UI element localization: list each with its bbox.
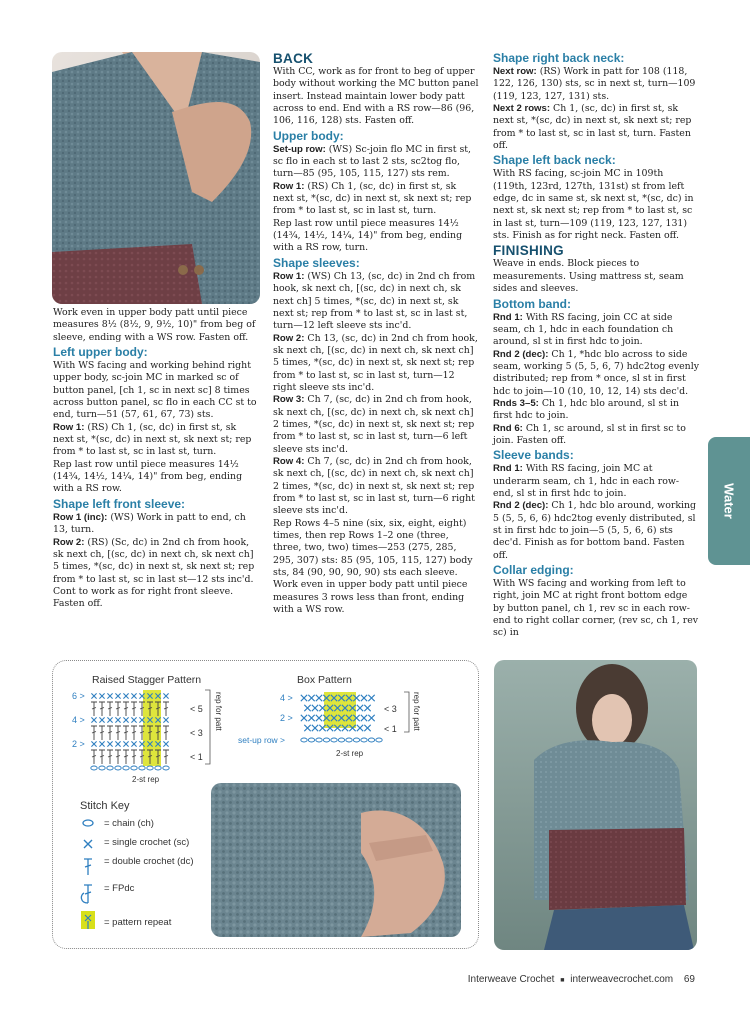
- fpdc-icon: [81, 885, 92, 903]
- chain-symbol: [107, 766, 113, 770]
- sc-symbol: [123, 717, 128, 722]
- sc-symbol: [107, 693, 112, 698]
- section-heading: Upper body:: [273, 128, 344, 143]
- dc-symbol: [115, 726, 121, 740]
- row-label: Row 1:: [273, 180, 305, 192]
- row-label: Rnd 2 (dec):: [493, 500, 549, 512]
- row-label: Rnd 2 (dec):: [493, 348, 549, 360]
- instruction-paragraph: [493, 423, 699, 448]
- instruction-paragraph: [493, 258, 699, 295]
- sc-symbol: [107, 741, 112, 746]
- chain-symbol: [163, 766, 169, 770]
- column-2: [273, 50, 479, 616]
- sc-symbol: [308, 715, 314, 721]
- sc-symbol: [361, 695, 367, 701]
- rep-for-patt-label: rep for patt: [412, 692, 421, 731]
- chain-symbol: [331, 738, 337, 742]
- sc-symbol: [99, 717, 104, 722]
- repeat-bracket: [205, 690, 210, 764]
- magazine-url: interweavecrochet.com: [570, 974, 674, 985]
- row-number-right: < 3: [190, 728, 203, 738]
- sc-symbol: [131, 693, 136, 698]
- dc-symbol: [91, 726, 97, 740]
- section-heading: Shape left back neck:: [493, 153, 616, 168]
- sc-symbol: [123, 741, 128, 746]
- instruction-text: (WS) Work in patt to end, ch 13, turn.: [53, 511, 246, 536]
- instruction-text: Ch 1, hdc blo around, working 5 (5, 5, 6, 6) hdc2tog evenly distributed, sl st in first hdc to join—5 (5, 5, 6, 6) sts dec'd. Finish as for bottom band. Fasten off.: [493, 500, 697, 561]
- chain-symbol: [368, 738, 374, 742]
- row-label: Rnd 1:: [493, 311, 523, 323]
- instruction-text: (WS) Sc-join flo MC in first st, sc flo in each st to last 2 sts, sc2tog flo, turn—85 (95, 105, 115, 127) sts rem.: [273, 143, 472, 180]
- instruction-paragraph: [273, 456, 479, 518]
- instruction-text: Ch 7, (sc, dc) in 2nd ch from hook, sk next ch, [(sc, dc) in next ch, sk next ch] 2 times, *(sc, dc) in next st, sk next st; rep from * to last st, sc in last st, turn—6 left sleeve sts inc'd.: [273, 394, 475, 455]
- column-1: [53, 307, 259, 611]
- sc-symbol: [107, 717, 112, 722]
- dc-symbol: [99, 702, 105, 716]
- instruction-paragraph: [273, 218, 479, 255]
- sc-symbol: [99, 693, 104, 698]
- instruction-text: (RS) Ch 1, (sc, dc) in first st, sk next st, *(sc, dc) in next st, sk next st; rep from * to last st, sc in last st, turn.: [273, 180, 472, 217]
- instruction-paragraph: [493, 168, 699, 242]
- instruction-paragraph: [493, 398, 699, 423]
- row-number-right: < 1: [190, 752, 203, 762]
- instruction-paragraph: [53, 422, 259, 459]
- instruction-paragraph: [273, 271, 479, 333]
- instruction-paragraph: [493, 463, 699, 500]
- key-sc: = single crochet (sc): [104, 837, 190, 848]
- instruction-text: (WS) Ch 13, (sc, dc) in 2nd ch from hook, sk next ch, [(sc, dc) in next ch, sk next ch] 5 times, *(sc, dc) in next st, sk next st; rep from * to last st, sc in last st, turn—12 left sleeve sts inc'd.: [273, 270, 476, 332]
- instruction-text: With WS facing and working from left to right, join MC at right front bottom edge by button panel, ch 1, rev sc in each row-end to right collar corner, (rev sc, ch 1, rev sc) in: [493, 578, 699, 639]
- sc-symbol: [301, 715, 307, 721]
- instruction-text: Ch 1, (sc, dc) in first st, sk next st, *(sc, dc) in next st, sk next st; rep from * to last st, sc in last st, turn. Fasten off.: [493, 103, 692, 152]
- dc-symbol: [107, 726, 113, 740]
- chain-symbol: [316, 738, 322, 742]
- row-label: Rnd 6:: [493, 422, 523, 434]
- dc-symbol: [163, 726, 169, 740]
- dc-symbol: [123, 726, 129, 740]
- chain-symbol: [376, 738, 382, 742]
- sc-symbol: [312, 725, 318, 731]
- row-label: Row 4:: [273, 455, 305, 467]
- dc-symbol: [99, 750, 105, 764]
- rep-label: 2-st rep: [336, 749, 364, 758]
- sc-symbol: [357, 725, 363, 731]
- row-number-left: 6 >: [72, 691, 85, 701]
- stitch-key-symbols: [76, 815, 100, 935]
- sc-symbol: [163, 741, 168, 746]
- chain-symbol: [361, 738, 367, 742]
- instruction-text: Rep Rows 4–5 nine (six, six, eight, eight) times, then rep Rows 1–2 one (three, three, two, two) times—253 (275, 285, 295, 307) sts: 85 (95, 105, 115, 127) body sts, 84 (90, 90, 90, 90) sts each sleeve.: [273, 517, 473, 579]
- sc-symbol: [91, 717, 96, 722]
- instruction-paragraph: [273, 144, 479, 181]
- dc-symbol: [115, 702, 121, 716]
- section-heading: BACK: [273, 51, 314, 66]
- sc-symbol: [163, 693, 168, 698]
- sc-symbol: [316, 695, 322, 701]
- sc-symbol: [91, 741, 96, 746]
- dc-symbol: [115, 750, 121, 764]
- dc-symbol: [123, 702, 129, 716]
- key-fpdc: = FPdc: [104, 883, 135, 894]
- dc-icon: [84, 859, 92, 875]
- chain-icon: [83, 820, 93, 826]
- chain-symbol: [91, 766, 97, 770]
- section-heading: Shape sleeves:: [273, 255, 360, 270]
- instruction-paragraph: [493, 349, 699, 398]
- instruction-text: Ch 7, (sc, dc) in 2nd ch from hook, sk next ch, [(sc, dc) in next ch, sk next ch] 2 times, *(sc, dc) in next st, sk next st; rep from * to last st, sc in last st, turn—6 right sleeve sts inc'd.: [273, 455, 475, 517]
- instruction-text: Cont to work as for right front sleeve. Fasten off.: [53, 585, 234, 610]
- chain-symbol: [346, 738, 352, 742]
- model-photo-top-left: [52, 52, 260, 304]
- sc-symbol: [312, 705, 318, 711]
- instruction-paragraph: [53, 537, 259, 586]
- sc-symbol: [364, 725, 370, 731]
- page-footer: [468, 974, 695, 985]
- sc-symbol: [131, 717, 136, 722]
- dc-symbol: [163, 702, 169, 716]
- raised-stagger-title: Raised Stagger Pattern: [92, 674, 202, 686]
- instruction-paragraph: [493, 578, 699, 640]
- instruction-text: Ch 1, *hdc blo across to side seam, working 5 (5, 5, 6, 7) hdc2tog evenly distributed; rep from * once, sl st in first hdc to join—10 (10, 10, 12, 14) sts dec'd.: [493, 348, 699, 397]
- chain-symbol: [147, 766, 153, 770]
- instruction-text: Ch 13, (sc, dc) in 2nd ch from hook, sk next ch, [(sc, dc) in next ch, sk next ch] 5 times, *(sc, dc) in next st, sk next st; rep from * to last st, sc in last st, turn—12 right sleeve sts inc'd.: [273, 332, 478, 393]
- dc-symbol: [163, 750, 169, 764]
- section-heading: Bottom band:: [493, 296, 571, 311]
- sc-symbol: [99, 741, 104, 746]
- sc-symbol: [308, 695, 314, 701]
- raised-stagger-chart: [60, 688, 235, 784]
- dc-symbol: [91, 702, 97, 716]
- instruction-paragraph: [53, 586, 259, 611]
- repeat-bracket: [404, 692, 409, 732]
- instruction-paragraph: [493, 500, 699, 562]
- instruction-text: Ch 1, sc around, sl st in first sc to join. Fasten off.: [493, 422, 686, 446]
- footer-bullet: ■: [560, 977, 565, 984]
- row-number-right: < 5: [190, 704, 203, 714]
- row-number-left: 2 >: [280, 713, 293, 723]
- sc-symbol: [357, 705, 363, 711]
- sc-icon: [84, 840, 92, 848]
- instruction-paragraph: [53, 307, 259, 344]
- row-number-left: 4 >: [280, 693, 293, 703]
- row-number-right: < 3: [384, 704, 397, 714]
- row-label: Row 1 (inc):: [53, 511, 108, 523]
- dc-symbol: [131, 702, 137, 716]
- dc-symbol: [91, 750, 97, 764]
- sc-symbol: [301, 695, 307, 701]
- instruction-text: With RS facing, sc-join MC in 109th (119th, 123rd, 127th, 131st) st from left edge, dc in same st, sk next st, *(sc, dc) in next st, sk next st; rep from * to last st, sc in last st, turn—109 (119, 123, 127, 131) sts. Finish as for right neck. Fasten off.: [493, 168, 694, 242]
- instruction-text: Weave in ends. Block pieces to measurements. Using mattress st, seam sides and sleeves.: [493, 258, 684, 295]
- row-label: Rnds 3–5:: [493, 397, 539, 409]
- sc-symbol: [368, 715, 374, 721]
- sc-symbol: [131, 741, 136, 746]
- instruction-text: (RS) Work in patt for 108 (118, 122, 126, 130) sts, sc in next st, turn—109 (119, 123, 127, 131) sts.: [493, 66, 696, 102]
- column-3: [493, 50, 699, 640]
- rep-label: 2-st rep: [132, 775, 160, 784]
- instruction-paragraph: [53, 459, 259, 496]
- sc-symbol: [115, 717, 120, 722]
- sc-symbol: [115, 741, 120, 746]
- dc-symbol: [107, 750, 113, 764]
- sc-symbol: [123, 693, 128, 698]
- sc-symbol: [304, 705, 310, 711]
- chain-symbol: [123, 766, 129, 770]
- stitch-key-title: Stitch Key: [80, 800, 130, 812]
- instruction-paragraph: [273, 333, 479, 395]
- instruction-text: (RS) Ch 1, (sc, dc) in first st, sk next st, *(sc, dc) in next st, sk next st; rep from * to last st, sc in last st, turn.: [53, 421, 252, 458]
- chain-symbol: [323, 738, 329, 742]
- section-tab-label: Water: [721, 483, 737, 519]
- key-chain: = chain (ch): [104, 818, 154, 829]
- section-heading: Collar edging:: [493, 563, 574, 578]
- instruction-paragraph: [493, 66, 699, 103]
- section-heading: Shape left front sleeve:: [53, 496, 186, 511]
- sc-symbol: [368, 695, 374, 701]
- model-photo-right: [494, 660, 697, 950]
- row-label: Row 1:: [53, 421, 85, 433]
- sc-symbol: [304, 725, 310, 731]
- instruction-text: With WS facing and working behind right upper body, sc-join MC in marked sc of button panel, [ch 1, sc in next sc] 8 times across button panel, sc flo in each CC st to end, turn—51 (57, 61, 67, 73) sts.: [53, 360, 257, 421]
- sc-symbol: [115, 693, 120, 698]
- section-heading: FINISHING: [493, 243, 564, 259]
- sc-symbol: [163, 717, 168, 722]
- dc-symbol: [107, 702, 113, 716]
- dc-symbol: [99, 726, 105, 740]
- section-tab: [708, 437, 750, 565]
- sc-symbol: [361, 715, 367, 721]
- chain-symbol: [99, 766, 105, 770]
- instruction-text: With RS facing, join CC at side seam, ch 1, hdc in each foundation ch around, sl st in first hdc to join.: [493, 311, 674, 348]
- chain-symbol: [338, 738, 344, 742]
- row-label: Row 3:: [273, 394, 305, 406]
- magazine-name: Interweave Crochet: [467, 974, 555, 985]
- instruction-paragraph: [493, 312, 699, 349]
- sc-symbol: [316, 715, 322, 721]
- chain-symbol: [301, 738, 307, 742]
- row-number-left: 2 >: [72, 739, 85, 749]
- row-number-right: < 1: [384, 724, 397, 734]
- dc-symbol: [131, 726, 137, 740]
- instruction-paragraph: [273, 394, 479, 456]
- instruction-paragraph: [493, 103, 699, 152]
- instruction-text: Ch 1, hdc blo around, sl st in first hdc to join.: [493, 397, 679, 422]
- box-pattern-title: Box Pattern: [297, 674, 352, 686]
- instruction-text: Rep last row until piece measures 14½ (14¾, 14½, 14¼, 14)" from beg, ending with a RS row, turn.: [273, 217, 463, 254]
- instruction-paragraph: [273, 181, 479, 218]
- instruction-text: With RS facing, join MC at underarm seam, ch 1, hdc in each row-end, sl st in first hdc to join.: [493, 463, 680, 499]
- instruction-paragraph: [273, 579, 479, 616]
- section-heading: Left upper body:: [53, 345, 148, 360]
- row-label: Rnd 1:: [493, 463, 523, 475]
- page-number: 69: [683, 974, 695, 985]
- instruction-text: With CC, work as for front to beg of upper body without working the MC button panel insert. Instead maintain lower body patt across to end. End with a RS row—86 (96, 106, 116, 128) sts. Fasten off.: [273, 66, 479, 127]
- row-label: Row 2:: [273, 332, 305, 344]
- chain-symbol: [308, 738, 314, 742]
- row-label: Row 1:: [273, 270, 305, 282]
- dc-symbol: [131, 750, 137, 764]
- row-label: Next row:: [493, 66, 537, 77]
- instruction-text: Work even in upper body patt until piece measures 3 rows less than front, ending with a WS row.: [273, 579, 468, 616]
- row-label: Set-up row:: [273, 143, 326, 155]
- instruction-paragraph: [53, 360, 259, 422]
- sc-symbol: [364, 705, 370, 711]
- instruction-paragraph: [273, 66, 479, 128]
- rep-for-patt-label: rep for patt: [214, 692, 223, 731]
- instruction-text: Work even in upper body patt until piece measures 8½ (8½, 9, 9½, 10)" from beg of sleeve, ending with a WS row. Fasten off.: [53, 307, 256, 343]
- chain-symbol: [353, 738, 359, 742]
- chain-symbol: [139, 766, 145, 770]
- chain-symbol: [155, 766, 161, 770]
- instruction-text: (RS) (Sc, dc) in 2nd ch from hook, sk next ch, [(sc, dc) in next ch, sk next ch] 5 times, *(sc, dc) in next st, sk next st; rep from * to last st, sc in last st—12 sts inc'd.: [53, 536, 255, 585]
- key-dc: = double crochet (dc): [104, 856, 194, 867]
- box-pattern-chart: [232, 688, 432, 768]
- instruction-text: Rep last row until piece measures 14½ (14¾, 14½, 14¼, 14)" from beg, ending with a RS row.: [53, 458, 243, 495]
- row-label: Row 2:: [53, 536, 85, 548]
- section-heading: Shape right back neck:: [493, 51, 625, 65]
- sc-symbol: [91, 693, 96, 698]
- instruction-paragraph: [273, 518, 479, 580]
- section-heading: Sleeve bands:: [493, 448, 574, 463]
- instruction-paragraph: [53, 512, 259, 537]
- setup-row-label: set-up row >: [238, 735, 286, 745]
- chain-symbol: [131, 766, 137, 770]
- chain-symbol: [115, 766, 121, 770]
- row-label: Next 2 rows:: [493, 103, 551, 115]
- row-number-left: 4 >: [72, 715, 85, 725]
- dc-symbol: [123, 750, 129, 764]
- key-repeat: = pattern repeat: [104, 917, 172, 928]
